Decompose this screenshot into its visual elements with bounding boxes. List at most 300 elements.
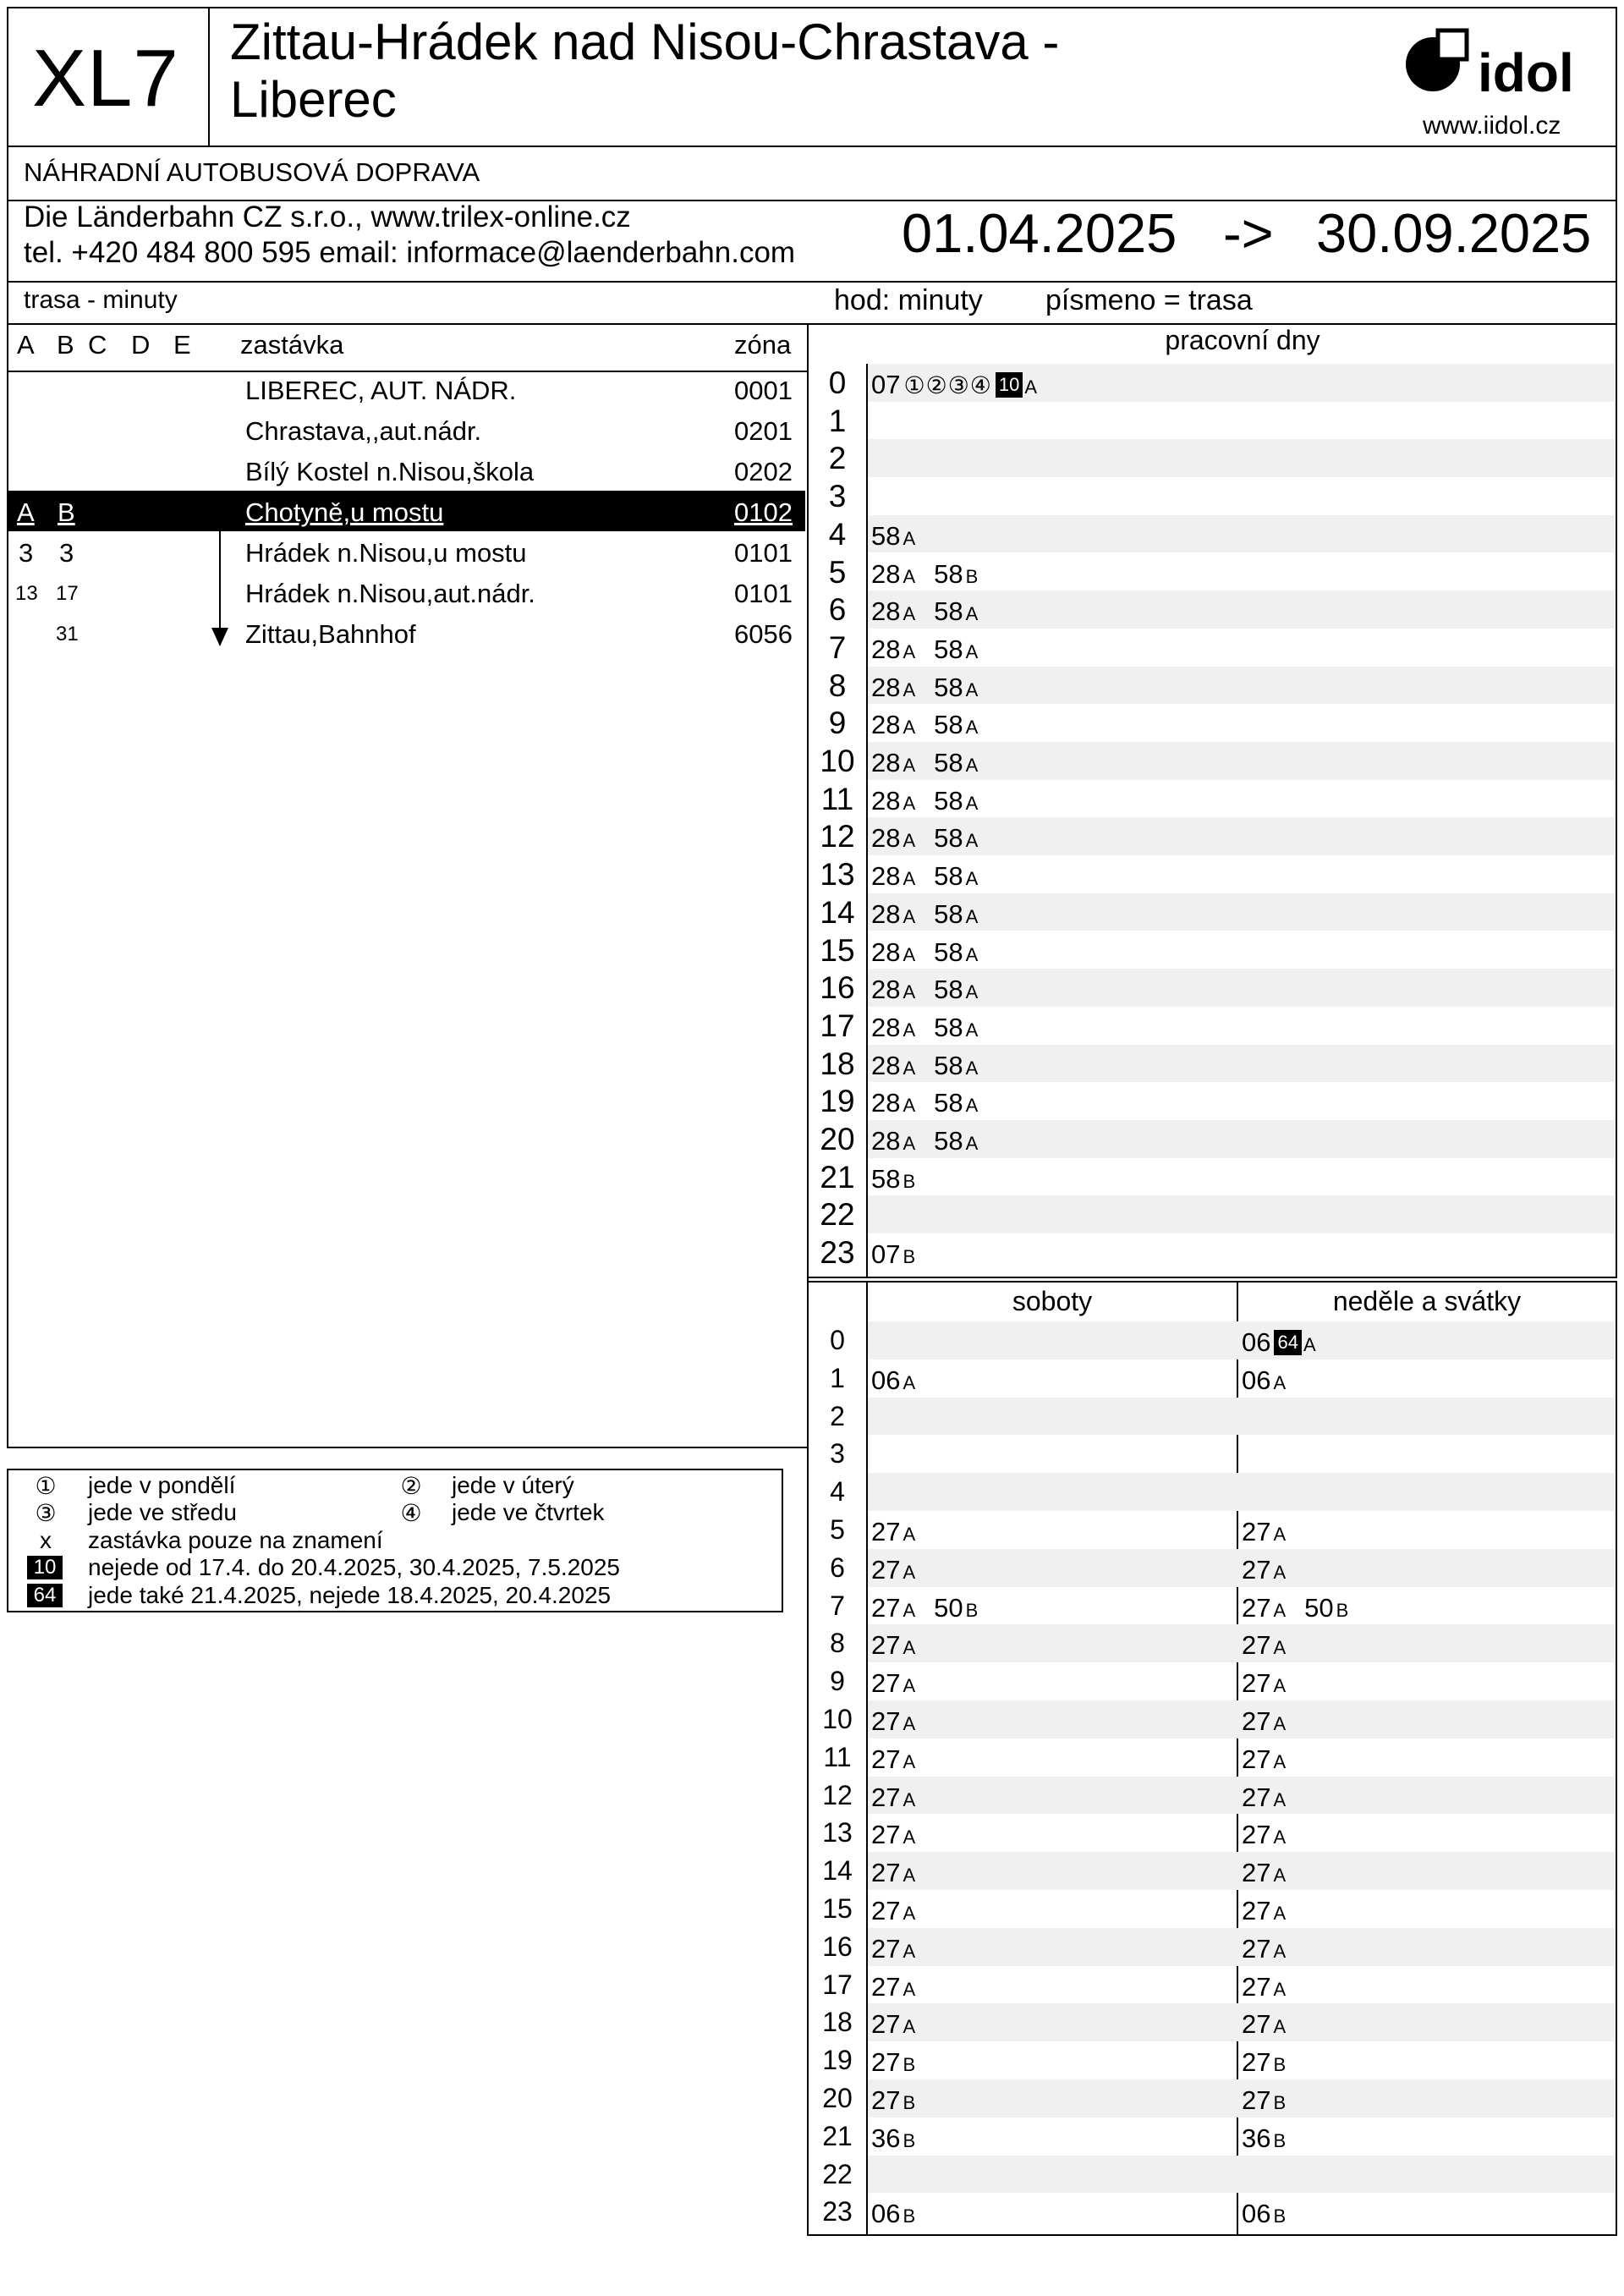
departures-cell <box>871 748 996 778</box>
route-letter: B <box>1336 1599 1349 1621</box>
legend-thursday: jede ve čtvrtek <box>452 1499 605 1525</box>
departure-minute[interactable]: 27 <box>871 2009 901 2040</box>
route-letter: A <box>903 1826 916 1848</box>
valid-to: 30.09.2025 <box>1316 202 1592 264</box>
hour-label: 18 <box>822 2007 853 2038</box>
departure-minute[interactable]: 58 <box>934 1088 963 1118</box>
departure-minute[interactable]: 28 <box>871 975 901 1005</box>
departures-cell <box>871 1239 934 1270</box>
saturday-departures-cell <box>871 1820 934 1850</box>
route-letter: A <box>903 1133 916 1154</box>
departure-minute[interactable]: 36 <box>1242 2123 1271 2153</box>
route-letter: A <box>903 830 916 852</box>
hour-label: 6 <box>830 1552 845 1583</box>
row-band <box>868 1398 1614 1436</box>
valid-from: 01.04.2025 <box>902 202 1177 264</box>
departure-minute[interactable]: 06 <box>871 2199 901 2229</box>
departure-minute[interactable]: 28 <box>871 634 901 664</box>
departure-minute[interactable]: 58 <box>934 1012 963 1042</box>
hour-label: 4 <box>830 1476 845 1508</box>
departures-cell <box>871 521 934 552</box>
departure-minute[interactable]: 27 <box>871 1592 901 1623</box>
hour-label: 2 <box>828 441 847 476</box>
route-letter: A <box>903 640 916 662</box>
saturday-departures-cell <box>871 1934 934 1964</box>
stop-offset-a: 3 <box>19 538 34 568</box>
hour-label: 14 <box>822 1855 853 1887</box>
stop-offset-b: 31 <box>56 623 79 645</box>
route-letter: B <box>903 2205 916 2227</box>
route-letter: A <box>1273 1940 1287 1962</box>
legend-note-10: nejede od 17.4. do 20.4.2025, 30.4.2025, 7.5.2025 <box>88 1554 621 1580</box>
wednesday-symbol-icon: ③ <box>35 1500 57 1526</box>
route-col-d: D <box>131 330 151 360</box>
departure-minute[interactable]: 58 <box>871 520 901 551</box>
departure-minute[interactable]: 27 <box>1242 1971 1271 2002</box>
route-col-e: E <box>173 330 191 360</box>
departure-minute[interactable]: 58 <box>934 975 963 1005</box>
departure-minute[interactable]: 28 <box>871 1088 901 1118</box>
sunday-departures-cell <box>1242 1896 1304 1926</box>
hour-label: 17 <box>822 1969 853 2000</box>
departure-minute[interactable]: 27 <box>1242 1820 1271 1850</box>
stop-name: Chrastava,,aut.nádr. <box>245 416 482 446</box>
stop-name: Chotyně,u mostu <box>245 497 444 527</box>
saturday-departures-cell <box>871 1782 934 1813</box>
departures-cell <box>871 1013 996 1043</box>
departures-cell <box>871 823 996 854</box>
route-letter: B <box>1273 2205 1287 2227</box>
departure-minute[interactable]: 50 <box>934 1592 963 1623</box>
tuesday-symbol-icon: ② <box>400 1473 422 1499</box>
departure-minute[interactable]: 58 <box>934 785 963 816</box>
hour-label: 3 <box>828 479 847 514</box>
departure-minute[interactable]: 28 <box>871 1012 901 1042</box>
route-letter: A <box>1273 1788 1287 1810</box>
departure-minute[interactable]: 28 <box>871 672 901 702</box>
route-letter: B <box>1273 2129 1287 2151</box>
hour-label: 14 <box>820 894 855 930</box>
header-rule-3 <box>7 281 1617 283</box>
hour-label: 16 <box>822 1931 853 1962</box>
service-type: NÁHRADNÍ AUTOBUSOVÁ DOPRAVA <box>24 157 480 187</box>
route-letter: B <box>903 2129 916 2151</box>
row-band <box>868 1195 1614 1233</box>
hour-label: 8 <box>830 1628 845 1659</box>
departure-minute[interactable]: 58 <box>934 672 963 702</box>
hour-label: 11 <box>823 1741 852 1772</box>
departures-cell <box>871 937 996 968</box>
departure-minute[interactable]: 58 <box>934 823 963 854</box>
route-letter: A <box>1024 376 1038 398</box>
departure-minute[interactable]: 27 <box>871 1820 901 1850</box>
saturday-departures-cell <box>871 1630 934 1661</box>
stop-offset-b: 3 <box>59 538 74 568</box>
departure-minute[interactable]: 28 <box>871 748 901 777</box>
departure-minute[interactable]: 27 <box>1242 2009 1271 2040</box>
route-letter: A <box>903 868 916 890</box>
operator-info <box>24 200 795 271</box>
sunday-departures-cell <box>1242 1972 1304 2002</box>
departure-minute[interactable]: 58 <box>934 710 963 740</box>
stop-row[interactable] <box>8 572 805 612</box>
stop-zone: 0101 <box>734 538 793 568</box>
request-stop-symbol: x <box>40 1527 52 1553</box>
route-letter: A <box>965 755 979 776</box>
hour-label: 21 <box>820 1159 855 1195</box>
route-letter: A <box>1273 1371 1287 1393</box>
hour-label: 2 <box>830 1400 845 1431</box>
departures-cell <box>871 1088 996 1118</box>
route-col-b: B <box>57 330 74 360</box>
route-letter: A <box>1273 1637 1287 1659</box>
departures-cell <box>871 559 996 590</box>
route-letter: A <box>1273 1978 1287 2000</box>
stop-zone: 0101 <box>734 579 793 608</box>
route-letter: A <box>1273 1599 1287 1621</box>
departure-minute[interactable]: 27 <box>871 1668 901 1699</box>
route-letter: A <box>1273 1675 1287 1697</box>
departure-minute[interactable]: 27 <box>871 1706 901 1736</box>
departure-minute[interactable]: 58 <box>934 1126 963 1156</box>
sunday-departures-cell <box>1242 1365 1304 1396</box>
departure-minute[interactable]: 27 <box>1242 1592 1271 1623</box>
row-band <box>868 1852 1614 1890</box>
departure-minute[interactable]: 27 <box>871 1858 901 1888</box>
departure-minute[interactable]: 58 <box>934 634 963 664</box>
route-letter: A <box>965 943 979 965</box>
route-letter: A <box>903 717 916 739</box>
departure-minute[interactable]: 27 <box>871 1782 901 1812</box>
saturday-title: soboty <box>1012 1286 1093 1316</box>
hour-label: 22 <box>820 1197 855 1233</box>
stop-offset-b: 17 <box>56 582 79 605</box>
route-letter: A <box>965 792 979 814</box>
route-letter: A <box>903 1095 916 1117</box>
departure-minute[interactable]: 06 <box>1242 2199 1271 2229</box>
departure-minute[interactable]: 27 <box>871 1971 901 2002</box>
departure-minute[interactable]: 36 <box>871 2123 901 2153</box>
route-letter: A <box>965 830 979 852</box>
departure-minute[interactable]: 28 <box>871 558 901 589</box>
departure-minute[interactable]: 58 <box>934 558 963 589</box>
departure-minute[interactable]: 07 <box>871 370 901 399</box>
hour-label: 0 <box>830 1325 845 1355</box>
hour-label: 13 <box>822 1817 853 1848</box>
operator-line-2: tel. +420 484 800 595 email: informace@laenderbahn.com <box>24 236 796 269</box>
saturday-departures-cell <box>871 1555 934 1585</box>
saturday-departures-cell <box>871 2199 934 2229</box>
departure-minute[interactable]: 28 <box>871 785 901 816</box>
sunday-departures-cell <box>1242 2047 1304 2078</box>
route-letter: A <box>903 1865 916 1887</box>
sunday-departures-cell <box>1242 1630 1304 1661</box>
note-10-box: 10 <box>27 1556 63 1579</box>
departures-cell <box>871 710 996 740</box>
departure-minute[interactable]: 27 <box>1242 1517 1271 1546</box>
saturday-departures-cell <box>871 1365 934 1396</box>
hour-label: 7 <box>828 629 847 665</box>
sunday-departures-cell <box>1242 1327 1335 1358</box>
sunday-departures-cell <box>1242 2199 1304 2229</box>
route-letter: A <box>965 603 979 625</box>
sunday-departures-cell <box>1242 1593 1367 1623</box>
departure-minute[interactable]: 06 <box>871 1365 901 1395</box>
hour-label: 20 <box>820 1122 855 1156</box>
route-letter: A <box>1273 1750 1287 1772</box>
route-letter: A <box>1273 1826 1287 1848</box>
departure-minute[interactable]: 07 <box>871 1239 901 1270</box>
route-letter: A <box>903 1371 916 1393</box>
departures-cell <box>871 673 996 703</box>
route-letter: A <box>903 1788 916 1810</box>
route-letter: A <box>903 603 916 625</box>
departure-minute[interactable]: 27 <box>1242 2047 1271 2078</box>
stop-row[interactable] <box>8 409 805 450</box>
departure-minute[interactable]: 58 <box>934 596 963 627</box>
hour-label: 11 <box>820 781 854 816</box>
stop-offset-a: 13 <box>15 582 38 605</box>
route-letter: A <box>903 1940 916 1962</box>
departure-minute[interactable]: 50 <box>1304 1592 1334 1623</box>
departure-minute[interactable]: 58 <box>871 1163 901 1194</box>
departures-cell <box>871 370 1056 400</box>
stop-name: Hrádek n.Nisou,u mostu <box>245 538 527 568</box>
departures-cell <box>871 786 996 816</box>
stop-row[interactable] <box>8 369 805 409</box>
row-band <box>868 2079 1614 2117</box>
header-divider <box>208 7 210 147</box>
route-letter: B <box>903 1170 916 1192</box>
hour-label: 12 <box>822 1779 853 1810</box>
departure-minute[interactable]: 27 <box>1242 1744 1271 1774</box>
departure-minute[interactable]: 27 <box>871 1744 901 1774</box>
saturday-departures-cell <box>871 1896 934 1926</box>
departures-cell <box>871 899 996 930</box>
stop-zone: 0102 <box>734 497 793 527</box>
route-letter: A <box>1273 1561 1287 1583</box>
departure-minute[interactable]: 58 <box>934 861 963 892</box>
hour-label: 21 <box>822 2120 853 2151</box>
website-link[interactable]: www.iidol.cz <box>1423 112 1561 140</box>
route-letter: A <box>903 1524 916 1545</box>
operator-line-1: Die Länderbahn CZ s.r.o., www.trilex-online.cz <box>24 200 631 233</box>
row-band <box>868 515 1614 553</box>
departure-minute[interactable]: 27 <box>1242 1933 1271 1964</box>
route-letter: B <box>965 1599 979 1621</box>
departure-minute[interactable]: 28 <box>871 861 901 892</box>
sunday-departures-cell <box>1242 1555 1304 1585</box>
departure-minute[interactable]: 28 <box>871 937 901 967</box>
route-letter: A <box>965 981 979 1003</box>
stop-name: Bílý Kostel n.Nisou,škola <box>245 457 535 486</box>
row-band <box>868 1777 1614 1815</box>
stop-name: LIBEREC, AUT. NÁDR. <box>245 376 517 405</box>
note-badge: 64 <box>1274 1330 1301 1355</box>
route-letter: A <box>965 1095 979 1117</box>
route-letter: A <box>903 755 916 776</box>
zone-column-header: zóna <box>734 330 792 360</box>
route-letter: A <box>965 1019 979 1041</box>
departure-minute[interactable]: 27 <box>871 1517 901 1546</box>
sunday-departures-cell <box>1242 1744 1304 1775</box>
departure-minute[interactable]: 27 <box>871 1554 901 1585</box>
departure-minute[interactable]: 06 <box>1242 1365 1271 1395</box>
departure-minute[interactable]: 27 <box>1242 1630 1271 1661</box>
departure-minute[interactable]: 28 <box>871 1050 901 1080</box>
route-letter: B <box>1273 2054 1287 2076</box>
route-letter: A <box>903 1903 916 1924</box>
route-letter: B <box>903 1246 916 1268</box>
route-letter: A <box>903 1713 916 1734</box>
sunday-departures-cell <box>1242 1706 1304 1737</box>
saturday-departures-cell <box>871 2047 934 2078</box>
row-band <box>868 2003 1614 2041</box>
route-col-a: A <box>17 330 35 360</box>
stop-zone: 6056 <box>734 619 793 649</box>
departure-minute[interactable]: 27 <box>871 2085 901 2115</box>
sunday-departures-cell <box>1242 1934 1304 1964</box>
stop-zone: 0001 <box>734 376 793 405</box>
route-letter: A <box>903 527 916 549</box>
row-band <box>868 1928 1614 1966</box>
hod-minuty-label: hod: minuty <box>834 284 983 316</box>
route-letter: A <box>903 1675 916 1697</box>
sunday-departures-cell <box>1242 1820 1304 1850</box>
departure-minute[interactable]: 28 <box>871 823 901 854</box>
row-band <box>868 1700 1614 1738</box>
departure-minute[interactable]: 28 <box>871 898 901 929</box>
legend-note-64: jede také 21.4.2025, nejede 18.4.2025, 20.4.2025 <box>88 1582 612 1608</box>
row-band <box>868 1624 1614 1662</box>
saturday-departures-cell <box>871 1668 934 1699</box>
route-letter: A <box>1273 1865 1287 1887</box>
stop-row[interactable] <box>8 450 805 491</box>
note-badge: 10 <box>996 372 1023 398</box>
stop-row[interactable] <box>8 531 805 572</box>
departure-minute[interactable]: 06 <box>1242 1327 1271 1357</box>
sunday-departures-cell <box>1242 2085 1304 2116</box>
hour-label: 1 <box>830 1362 845 1393</box>
hour-label: 13 <box>820 857 855 893</box>
row-band <box>868 1321 1614 1359</box>
row-band <box>868 439 1614 477</box>
departure-minute[interactable]: 58 <box>934 937 963 967</box>
route-letter: A <box>965 1133 979 1154</box>
hour-label: 16 <box>820 970 855 1006</box>
route-letter: B <box>903 2092 916 2113</box>
departure-minute[interactable]: 27 <box>871 1933 901 1964</box>
departure-minute[interactable]: 27 <box>1242 1782 1271 1812</box>
legend-monday: jede v pondělí <box>88 1472 236 1498</box>
route-letter: A <box>903 981 916 1003</box>
route-letter: A <box>965 640 979 662</box>
thursday-symbol-icon: ④ <box>400 1500 422 1526</box>
current-stop-row[interactable] <box>8 491 805 531</box>
departure-minute[interactable]: 27 <box>871 1630 901 1661</box>
hour-label: 10 <box>820 744 855 778</box>
route-letter: A <box>903 1057 916 1079</box>
route-letter: A <box>903 1637 916 1659</box>
direction-line <box>219 531 221 631</box>
sunday-departures-cell <box>1242 1668 1304 1699</box>
route-letter: A <box>965 868 979 890</box>
departure-minute[interactable]: 28 <box>871 710 901 740</box>
hour-label: 15 <box>820 932 855 968</box>
sunday-departures-cell <box>1242 1858 1304 1888</box>
route-letter: A <box>1303 1334 1316 1355</box>
saturday-departures-cell <box>871 1744 934 1775</box>
hour-label: 7 <box>830 1590 845 1621</box>
route-letter: A <box>965 678 979 700</box>
logo-text: idol <box>1478 42 1574 103</box>
departures-cell <box>871 975 996 1005</box>
route-letter: A <box>903 792 916 814</box>
stop-offset-a: A <box>17 497 35 527</box>
stop-zone: 0202 <box>734 457 793 486</box>
departure-minute[interactable]: 27 <box>1242 2085 1271 2115</box>
route-letter: A <box>903 943 916 965</box>
stop-name: Hrádek n.Nisou,aut.nádr. <box>245 579 535 608</box>
route-col-c: C <box>88 330 107 360</box>
note-64-box: 64 <box>27 1584 63 1607</box>
departures-cell <box>871 596 996 627</box>
departure-minute[interactable]: 28 <box>871 1126 901 1156</box>
departure-minute[interactable]: 58 <box>934 1050 963 1080</box>
departure-minute[interactable]: 27 <box>1242 1896 1271 1925</box>
line-number: XL7 <box>32 33 179 124</box>
departure-minute[interactable]: 27 <box>871 1896 901 1925</box>
hour-label: 22 <box>822 2158 853 2189</box>
hour-label: 8 <box>828 667 847 703</box>
departure-minute[interactable]: 27 <box>1242 1554 1271 1585</box>
departure-minute[interactable]: 28 <box>871 596 901 627</box>
sunday-departures-cell <box>1242 2009 1304 2040</box>
saturday-departures-cell <box>871 1858 934 1888</box>
hour-label: 3 <box>830 1438 845 1469</box>
hour-label: 17 <box>820 1008 855 1043</box>
departures-cell <box>871 1164 934 1195</box>
stop-row[interactable] <box>8 612 805 653</box>
pismeno-trasa-label: písmeno = trasa <box>1045 284 1253 316</box>
route-letter: A <box>903 1978 916 2000</box>
hour-label: 15 <box>822 1893 853 1924</box>
weekday-restriction-icon: ①②③④ <box>903 372 992 398</box>
hour-label: 9 <box>830 1666 845 1697</box>
header-rule-1 <box>7 146 1617 147</box>
departures-cell <box>871 634 996 665</box>
departure-minute[interactable]: 27 <box>1242 1706 1271 1736</box>
hour-label: 20 <box>822 2083 853 2113</box>
hour-label: 4 <box>828 516 847 552</box>
departure-minute[interactable]: 58 <box>934 898 963 929</box>
departure-minute[interactable]: 27 <box>1242 1668 1271 1699</box>
route-letter: B <box>903 2054 916 2076</box>
hour-label: 19 <box>820 1084 855 1119</box>
saturday-departures-cell <box>871 1972 934 2002</box>
route-letter: A <box>903 1019 916 1041</box>
departure-minute[interactable]: 58 <box>934 748 963 777</box>
hour-label: 10 <box>822 1704 853 1734</box>
legend-wednesday: jede ve středu <box>88 1499 237 1525</box>
sunday-departures-cell <box>1242 2123 1304 2154</box>
legend-tuesday: jede v úterý <box>452 1472 574 1498</box>
route-letter: A <box>903 1561 916 1583</box>
row-band <box>868 1549 1614 1587</box>
departure-minute[interactable]: 27 <box>871 2047 901 2078</box>
departure-minute[interactable]: 27 <box>1242 1858 1271 1888</box>
saturday-departures-cell <box>871 2123 934 2154</box>
